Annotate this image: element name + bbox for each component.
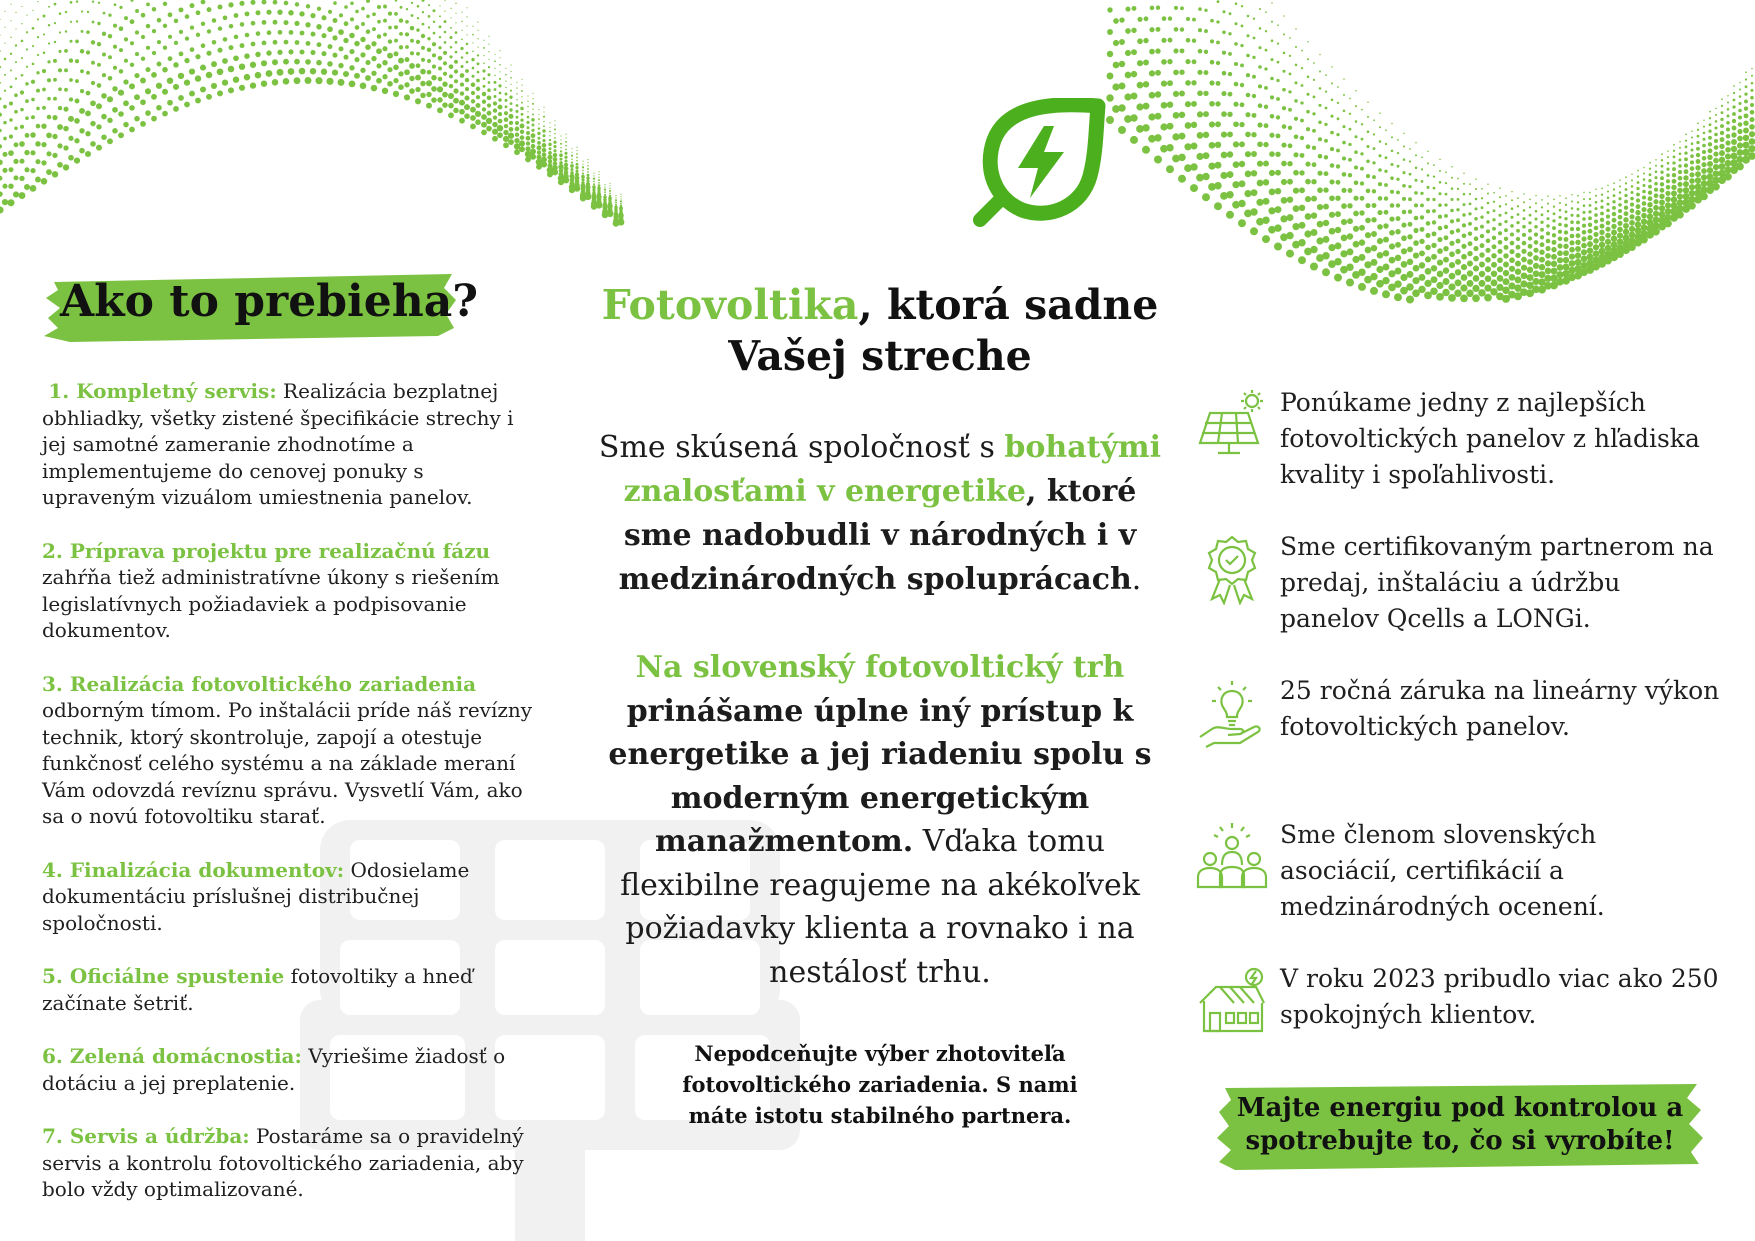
solar-panel-icon — [1196, 389, 1268, 461]
headline-rest: , ktorá sadne — [858, 281, 1159, 329]
benefit-text: V roku 2023 pribudlo viac ako 250 spokojných klientov. — [1280, 964, 1719, 1029]
step-heading: 2. Príprava projektu pre realizačnú fázu — [42, 538, 491, 563]
step-heading: 1. Kompletný servis: — [48, 379, 277, 403]
main-headline — [595, 280, 1165, 382]
solar-house-icon — [1196, 965, 1268, 1037]
benefit-text: Ponúkame jedny z najlepších fotovoltických panelov z hľadiska kvality i spoľahlivosti. — [1280, 388, 1700, 489]
step-heading: 3. Realizácia fotovoltického zariadenia — [42, 671, 477, 696]
list-item — [1196, 529, 1716, 641]
intro-paragraph — [595, 426, 1165, 602]
headline-line-2: Vašej streche — [728, 332, 1032, 380]
lightbulb-hand-icon — [1196, 677, 1268, 749]
step-heading: 6. Zelená domácnostia: — [42, 1044, 302, 1068]
approach-highlight: Na slovenský fotovoltický trh — [635, 650, 1125, 685]
list-item — [1196, 961, 1719, 1073]
approach-paragraph — [595, 646, 1165, 994]
benefit-text: Sme členom slovenských asociácií, certifikácií a medzinárodných ocenení. — [1280, 820, 1605, 921]
step-text: fotovoltiky a hneď začínate šetriť. — [42, 964, 473, 1015]
approach-text: Vďaka tomu flexibilne reagujeme na akékoľvek požiadavky klienta a rovnako i na nestálosť trhu. — [620, 824, 1140, 990]
step-text: Odosielame dokumentáciu príslušnej distribučnej spoločnosti. — [42, 857, 470, 935]
section-title: Ako to prebieha? — [60, 276, 478, 327]
step-heading: 5. Oficiálne spustenie — [42, 964, 285, 988]
intro-highlight: bohatými znalosťami v energetike — [623, 430, 1162, 509]
intro-bold: , ktoré sme nadobudli v národných i v medzinárodných spoluprácach — [618, 474, 1137, 597]
list-item — [1196, 817, 1716, 929]
list-item — [42, 1123, 542, 1203]
step-text: Vyriešime žiadosť o dotáciu a jej preplatenie. — [42, 1044, 506, 1095]
list-item — [1196, 385, 1716, 497]
step-heading: 7. Servis a údržba: — [42, 1124, 250, 1148]
benefit-text: 25 ročná záruka na lineárny výkon fotovoltických panelov. — [1280, 676, 1720, 741]
intro-text: Sme skúsená spoločnosť s — [598, 430, 1005, 465]
step-heading: 4. Finalizácia dokumentov: — [42, 857, 345, 882]
benefit-text: Sme certifikovaným partnerom na predaj, inštaláciu a údržbu panelov Qcells a LONGi. — [1280, 532, 1714, 633]
list-item — [1196, 673, 1720, 785]
section-title-banner — [40, 270, 478, 346]
leaf-bolt-logo — [972, 98, 1112, 228]
steps-list — [42, 378, 542, 1230]
step-text: zahŕňa tiež administratívne úkony s riešením legislatívnych požiadaviek a podpisovanie dokumentov. — [42, 565, 500, 642]
step-text: Realizácia bezplatnej obhliadky, všetky zistené špecifikácie strechy i jej samotné zameranie zhodnotíme a implementujeme do cenovej ponuky s upraveným vizuálom umiestnenia panelov. — [42, 379, 514, 509]
list-item — [42, 378, 542, 511]
people-group-icon — [1196, 821, 1268, 893]
benefits-list — [1196, 385, 1720, 1105]
list-item — [42, 671, 542, 830]
headline-green: Fotovoltika — [601, 281, 859, 329]
intro-end: . — [1131, 562, 1142, 597]
step-text: odborným tímom. Po inštalácii príde náš revízny technik, ktorý skontroluje, zapojí a otestuje funkčnosť celého systému a na základe meraní Vám odovzdá revíznu správu. Vysvetlí Vám, ako sa o novú fotovoltiku starať. — [42, 698, 533, 828]
list-item — [42, 963, 542, 1016]
list-item — [42, 538, 542, 644]
list-item — [42, 857, 542, 937]
cta-text: Majte energiu pod kontrolou a spotrebujte to, čo si vyrobíte! — [1236, 1093, 1684, 1156]
approach-bold: prinášame úplne iný prístup k energetike a jej riadeniu spolu s moderným energetickým manažmentom. — [608, 693, 1152, 859]
list-item — [42, 1043, 542, 1096]
partner-note: Nepodceňujte výber zhotoviteľa fotovoltického zariadenia. S nami máte istotu stabilného partnera. — [682, 1041, 1078, 1128]
cta-banner — [1215, 1082, 1705, 1172]
intro-section — [595, 280, 1165, 1131]
certificate-badge-icon — [1196, 533, 1268, 605]
step-text: Postaráme sa o pravidelný servis a kontrolu fotovoltického zariadenia, aby bolo vždy optimalizované. — [42, 1124, 524, 1201]
